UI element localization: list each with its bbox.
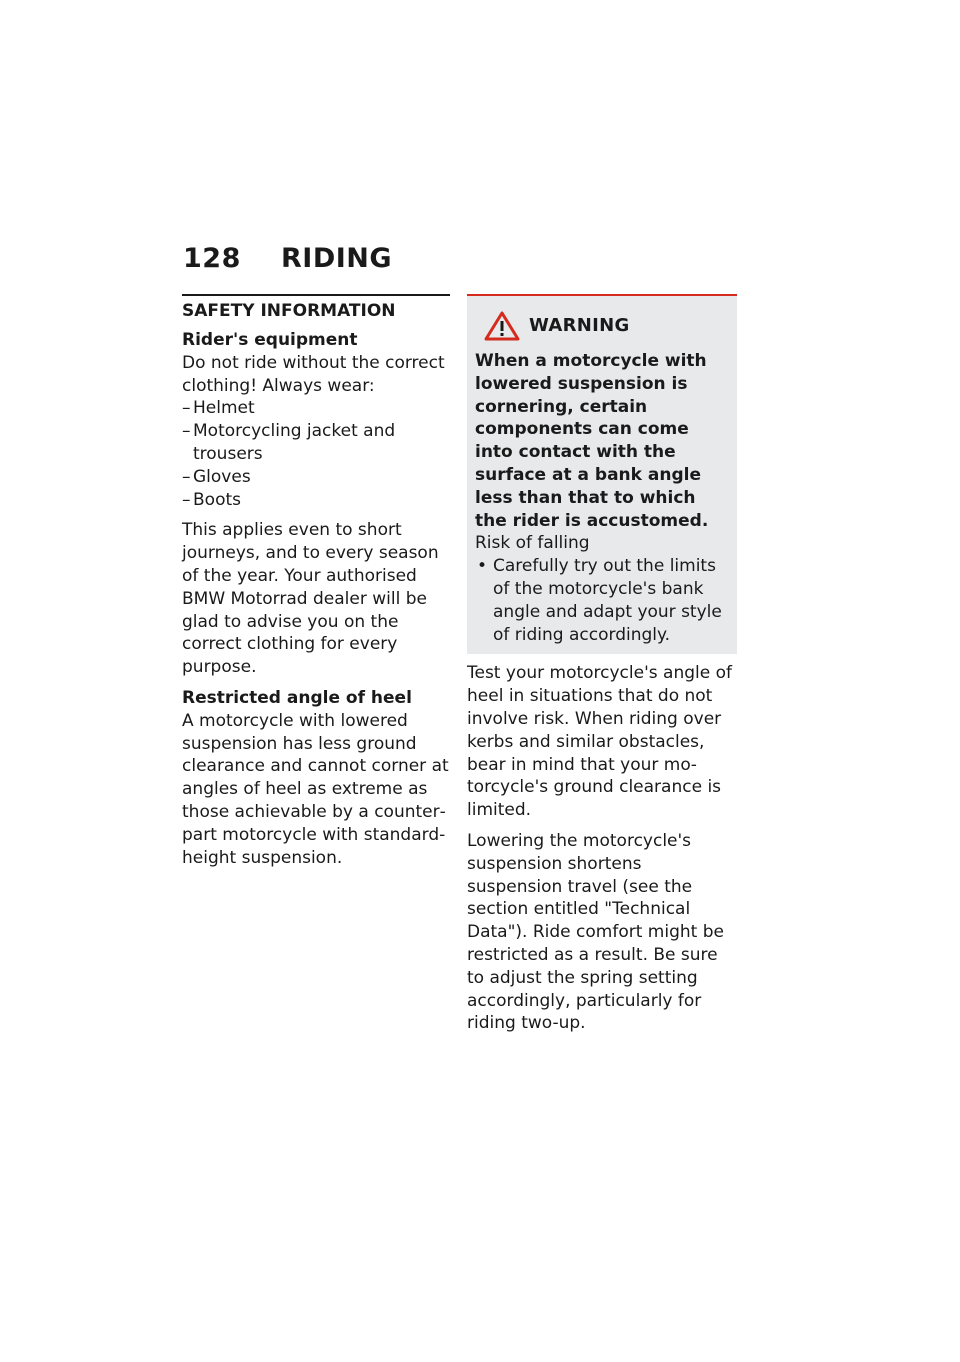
list-item: – Helmet	[182, 397, 450, 420]
riders-equipment-intro: Do not ride without the correct clothing! Always wear:	[182, 352, 445, 396]
restricted-angle-text: A motorcycle with lowered suspension has less ground clearance and cannot corner at angles of heel as extreme as those achievable by a counterpart motorcycle with standardheight suspension.	[182, 710, 449, 868]
warning-lead: When a motorcycle with lowered suspension is cornering, certain components can come into contact with the surface at a bank angle less than that to which the rider is accustomed.	[475, 351, 709, 531]
page-header	[183, 243, 392, 274]
warning-box	[467, 294, 737, 654]
left-column	[182, 294, 450, 877]
riders-equipment-section	[182, 329, 450, 679]
restricted-angle-section	[182, 687, 450, 869]
list-item: – Boots	[182, 489, 450, 512]
warning-risk: Risk of falling	[475, 533, 590, 554]
warning-title: WARNING	[529, 314, 630, 336]
angle-test-paragraph: Test your motorcycle's angle of heel in situations that do not involve risk. When riding over kerbs and similar obstacles, bear in mind that your motorcycle's ground clearance is limited.	[467, 663, 732, 821]
section-title: SAFETY INFORMATION	[182, 294, 450, 323]
chapter-title: RIDING	[281, 243, 393, 274]
list-item: – Motorcycling jacket and trousers	[182, 420, 450, 466]
equipment-list	[182, 397, 450, 511]
warning-header	[475, 310, 729, 342]
riders-equipment-note: This applies even to short journeys, and to every season of the year. Your authorised BMW Motorrad dealer will be glad to advise you on the correct clothing for every purpose.	[182, 520, 439, 678]
list-item: • Carefully try out the limits of the motorcycle's bank angle and adapt your style of riding accordingly.	[475, 555, 729, 646]
list-item: – Gloves	[182, 466, 450, 489]
riders-equipment-heading: Rider's equipment	[182, 330, 358, 350]
right-column	[467, 294, 737, 1043]
page-number: 128	[183, 243, 241, 274]
warning-action-list	[475, 555, 729, 646]
warning-triangle-icon	[483, 310, 521, 342]
suspension-paragraph: Lowering the motorcycle's suspension shortens suspension travel (see the section entitled "Technical Data"). Ride comfort might be restricted as a result. Be sure to adjust the spring setting accordingly, particularly for riding two-up.	[467, 830, 724, 1034]
restricted-angle-heading: Restricted angle of heel	[182, 687, 412, 708]
